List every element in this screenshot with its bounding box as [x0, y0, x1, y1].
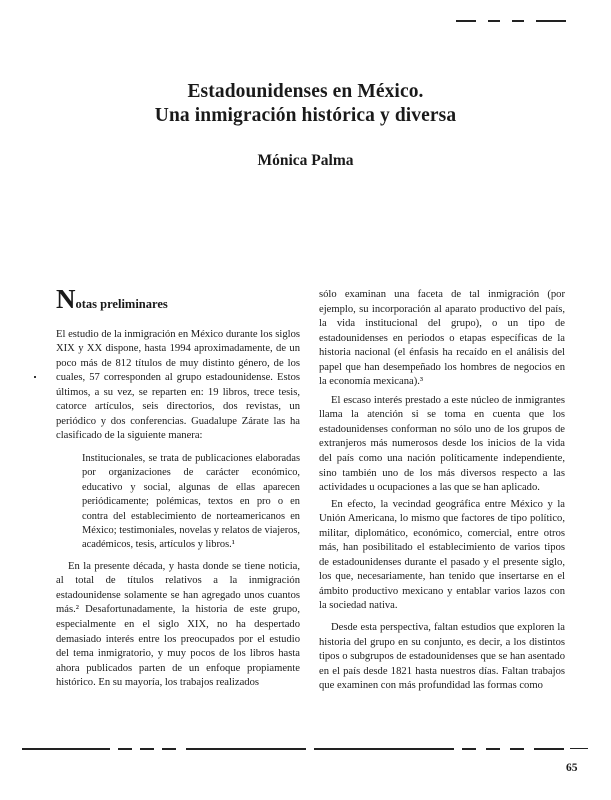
author-name: Mónica Palma [257, 152, 354, 169]
left-column [56, 286, 300, 691]
bottom-rule-2 [118, 748, 132, 750]
margin-mark [34, 376, 36, 378]
bottom-rule-6 [314, 748, 454, 750]
paragraph: Desde esta perspectiva, faltan estudios que exploren la historia del grupo en su conjunto, es decir, a los distintos tipos o subgrupos de estadounidenses que se han asentado en el país desde 1821 hasta nuestros días. Faltan trabajos que examinen con más profundidad las formas como [319, 622, 565, 692]
page-number: 65 [566, 762, 578, 774]
title-line-2: Una inmigración histórica y diversa [154, 105, 457, 126]
top-rule-4 [536, 20, 566, 22]
article-title [0, 80, 611, 128]
bottom-rule-11 [570, 748, 588, 749]
bottom-rule-1 [22, 748, 110, 750]
paragraph: El estudio de la inmigración en México durante los siglos XIX y XX dispone, hasta 1994 aproximadamente, de un poco más de 812 títulos de muy distinto género, de los cuales, 57 corresponden al grupo estadounidense. Estos últimos, a su vez, se reparten en: 19 libros, trece tesis, catorce artículos, seis directorios, dos revistas, un periódico y dos conferencias. Guadalupe Zárate las ha clasificado de la siguiente manera: [56, 328, 300, 442]
section-title: otas preliminares [75, 297, 168, 311]
section-heading [56, 286, 300, 314]
top-rule-3 [512, 20, 524, 22]
top-rule-1 [456, 20, 476, 22]
bottom-rule-10 [534, 748, 564, 750]
paragraph: sólo examinan una faceta de tal inmigración (por ejemplo, su incorporación al aparato productivo del país, la vida institucional del grupo), o un tipo de estadounidenses en periodos o etapas específicas de la historia nacional (el énfasis ha recaído en el análisis del papel que han desempeñado los hombres de negocios en la economía mexicana).³ [319, 289, 565, 388]
right-column [319, 288, 565, 694]
title-line-1: Estadounidenses en México. [187, 81, 424, 102]
paragraph: En la presente década, y hasta donde se tiene noticia, al total de títulos relativos a la inmigración estadounidense solamente se han agregado unos cuantos más.² Desafortunadamente, la historia de este grupo, especialmente en el siglo XIX, no ha despertado demasiado interés entre los preocupados por el estudio del tema inmigratorio, y muy pocos de los libros hasta ahora publicados parten de un enfoque propiamente histórico. En su mayoría, los trabajos realizados [56, 560, 300, 689]
paragraph: En efecto, la vecindad geográfica entre México y la Unión Americana, lo mismo que factores de tipo político, militar, diplomático, económico, comercial, entre otros más, han posibilitado el establecimiento de varios tipos de estadounidenses durante el pasado y el presente siglo, los que, necesariamente, han tenido que insertarse en el ámbito productivo mexicano y entablar varios lazos con la sociedad nativa. [319, 498, 565, 612]
bottom-rule-5 [186, 748, 306, 750]
bottom-rule-9 [510, 748, 524, 750]
bottom-rule-7 [462, 748, 476, 750]
top-rule-2 [488, 20, 500, 22]
section-initial: N [56, 284, 76, 314]
bottom-rule-4 [162, 748, 176, 750]
paragraph: El escaso interés prestado a este núcleo de inmigrantes llama la atención si se toma en cuenta que los estadounidenses conforman no sólo uno de los grupos de extranjeros más numerosos desde los inicios de la vida del país como una nación políticamente independiente, sino también uno de los más diversos respecto a las actividades u ocupaciones a las que se han aplicado. [319, 394, 565, 494]
block-quote: Institucionales, se trata de publicaciones elaboradas por organizaciones de carácter económico, educativo y social, algunas de ellas aparecen periódicamente; polémicas, textos en pro o en contra del establecimiento de norteamericanos en México; testimoniales, novelas y relatos de viajeros, académicos, tesis, artículos y libros.¹ [82, 452, 300, 551]
bottom-rule-3 [140, 748, 154, 750]
bottom-rule-8 [486, 748, 500, 750]
